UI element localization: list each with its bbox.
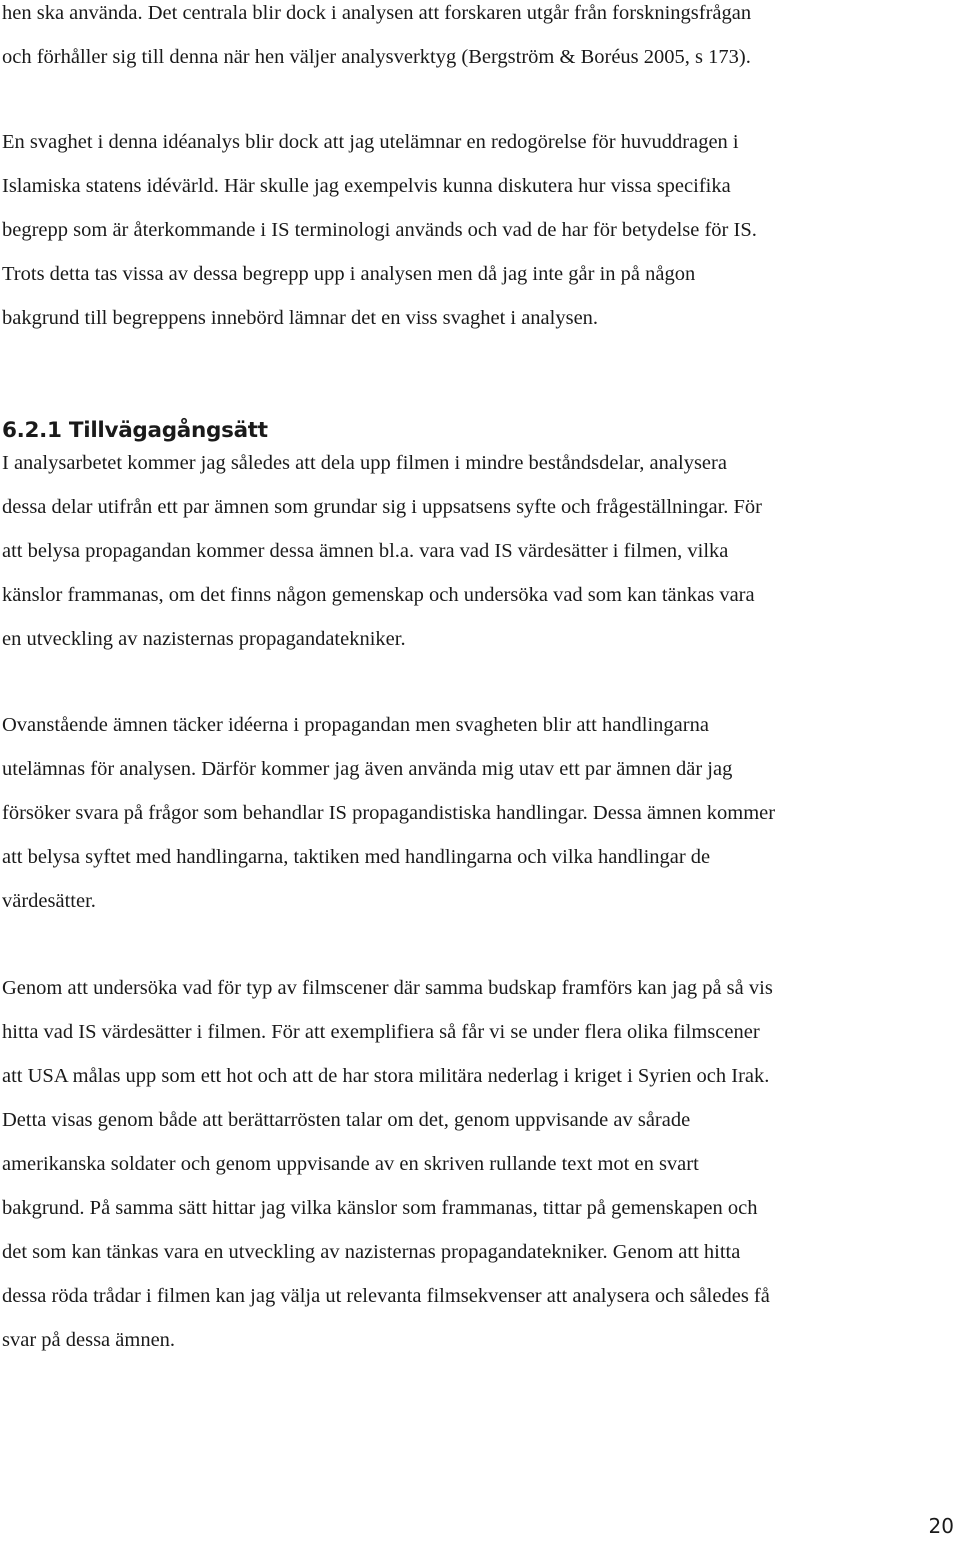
text-line: svar på dessa ämnen. [2, 1329, 176, 1351]
paragraph-weakness [2, 120, 757, 340]
text-line: bakgrund till begreppens innebörd lämnar det en viss svaghet i analysen. [2, 307, 599, 329]
text-line: att USA målas upp som ett hot och att de har stora militära nederlag i kriget i Syrien och Irak. [2, 1065, 770, 1087]
paragraph-method [2, 441, 762, 661]
text-line: hitta vad IS värdesätter i filmen. För att exemplifiera så får vi se under flera olika filmscener [2, 1021, 760, 1043]
text-line: och förhåller sig till denna när hen väljer analysverktyg (Bergström & Boréus 2005, s 173). [2, 46, 751, 68]
text-line: dessa delar utifrån ett par ämnen som grundar sig i uppsatsens syfte och frågeställningar. För [2, 496, 763, 518]
text-line: hen ska använda. Det centrala blir dock i analysen att forskaren utgår från forskningsfrågan [2, 2, 752, 24]
text-line: försöker svara på frågor som behandlar IS propagandistiska handlingar. Dessa ämnen kommer [2, 802, 776, 824]
page-number: 20 [928, 1514, 954, 1538]
paragraph-intro-continuation [2, 0, 751, 79]
text-line: Genom att undersöka vad för typ av filmscener där samma budskap framförs kan jag på så vis [2, 977, 773, 999]
paragraph-film-scenes [2, 966, 773, 1362]
text-line: amerikanska soldater och genom uppvisande av en skriven rullande text mot en svart [2, 1153, 699, 1175]
section-heading: 6.2.1 Tillvägagångsätt [2, 418, 268, 443]
text-line: Detta visas genom både att berättarrösten talar om det, genom uppvisande av sårade [2, 1109, 691, 1131]
text-line: det som kan tänkas vara en utveckling av nazisternas propagandatekniker. Genom att hitta [2, 1241, 741, 1263]
text-line: I analysarbetet kommer jag således att dela upp filmen i mindre beståndsdelar, analysera [2, 452, 727, 474]
text-line: Islamiska statens idévärld. Här skulle jag exempelvis kunna diskutera hur vissa specifika [2, 175, 731, 197]
text-line: värdesätter. [2, 890, 96, 912]
text-line: dessa röda trådar i filmen kan jag välja ut relevanta filmsekvenser att analysera och således få [2, 1285, 770, 1307]
text-line: att belysa syftet med handlingarna, taktiken med handlingarna och vilka handlingar de [2, 846, 711, 868]
paragraph-actions [2, 703, 775, 923]
text-line: att belysa propagandan kommer dessa ämnen bl.a. vara vad IS värdesätter i filmen, vilka [2, 540, 729, 562]
text-line: Ovanstående ämnen täcker idéerna i propagandan men svagheten blir att handlingarna [2, 714, 709, 736]
text-line: känslor frammanas, om det finns någon gemenskap och undersöka vad som kan tänkas vara [2, 584, 755, 606]
text-line: utelämnas för analysen. Därför kommer jag även använda mig utav ett par ämnen där jag [2, 758, 733, 780]
text-line: en utveckling av nazisternas propagandatekniker. [2, 628, 406, 650]
text-line: Trots detta tas vissa av dessa begrepp upp i analysen men då jag inte går in på någon [2, 263, 696, 285]
text-line: bakgrund. På samma sätt hittar jag vilka känslor som frammanas, tittar på gemenskapen och [2, 1197, 758, 1219]
text-line: En svaghet i denna idéanalys blir dock att jag utelämnar en redogörelse för huvuddragen i [2, 131, 739, 153]
text-line: begrepp som är återkommande i IS terminologi används och vad de har för betydelse för IS. [2, 219, 757, 241]
